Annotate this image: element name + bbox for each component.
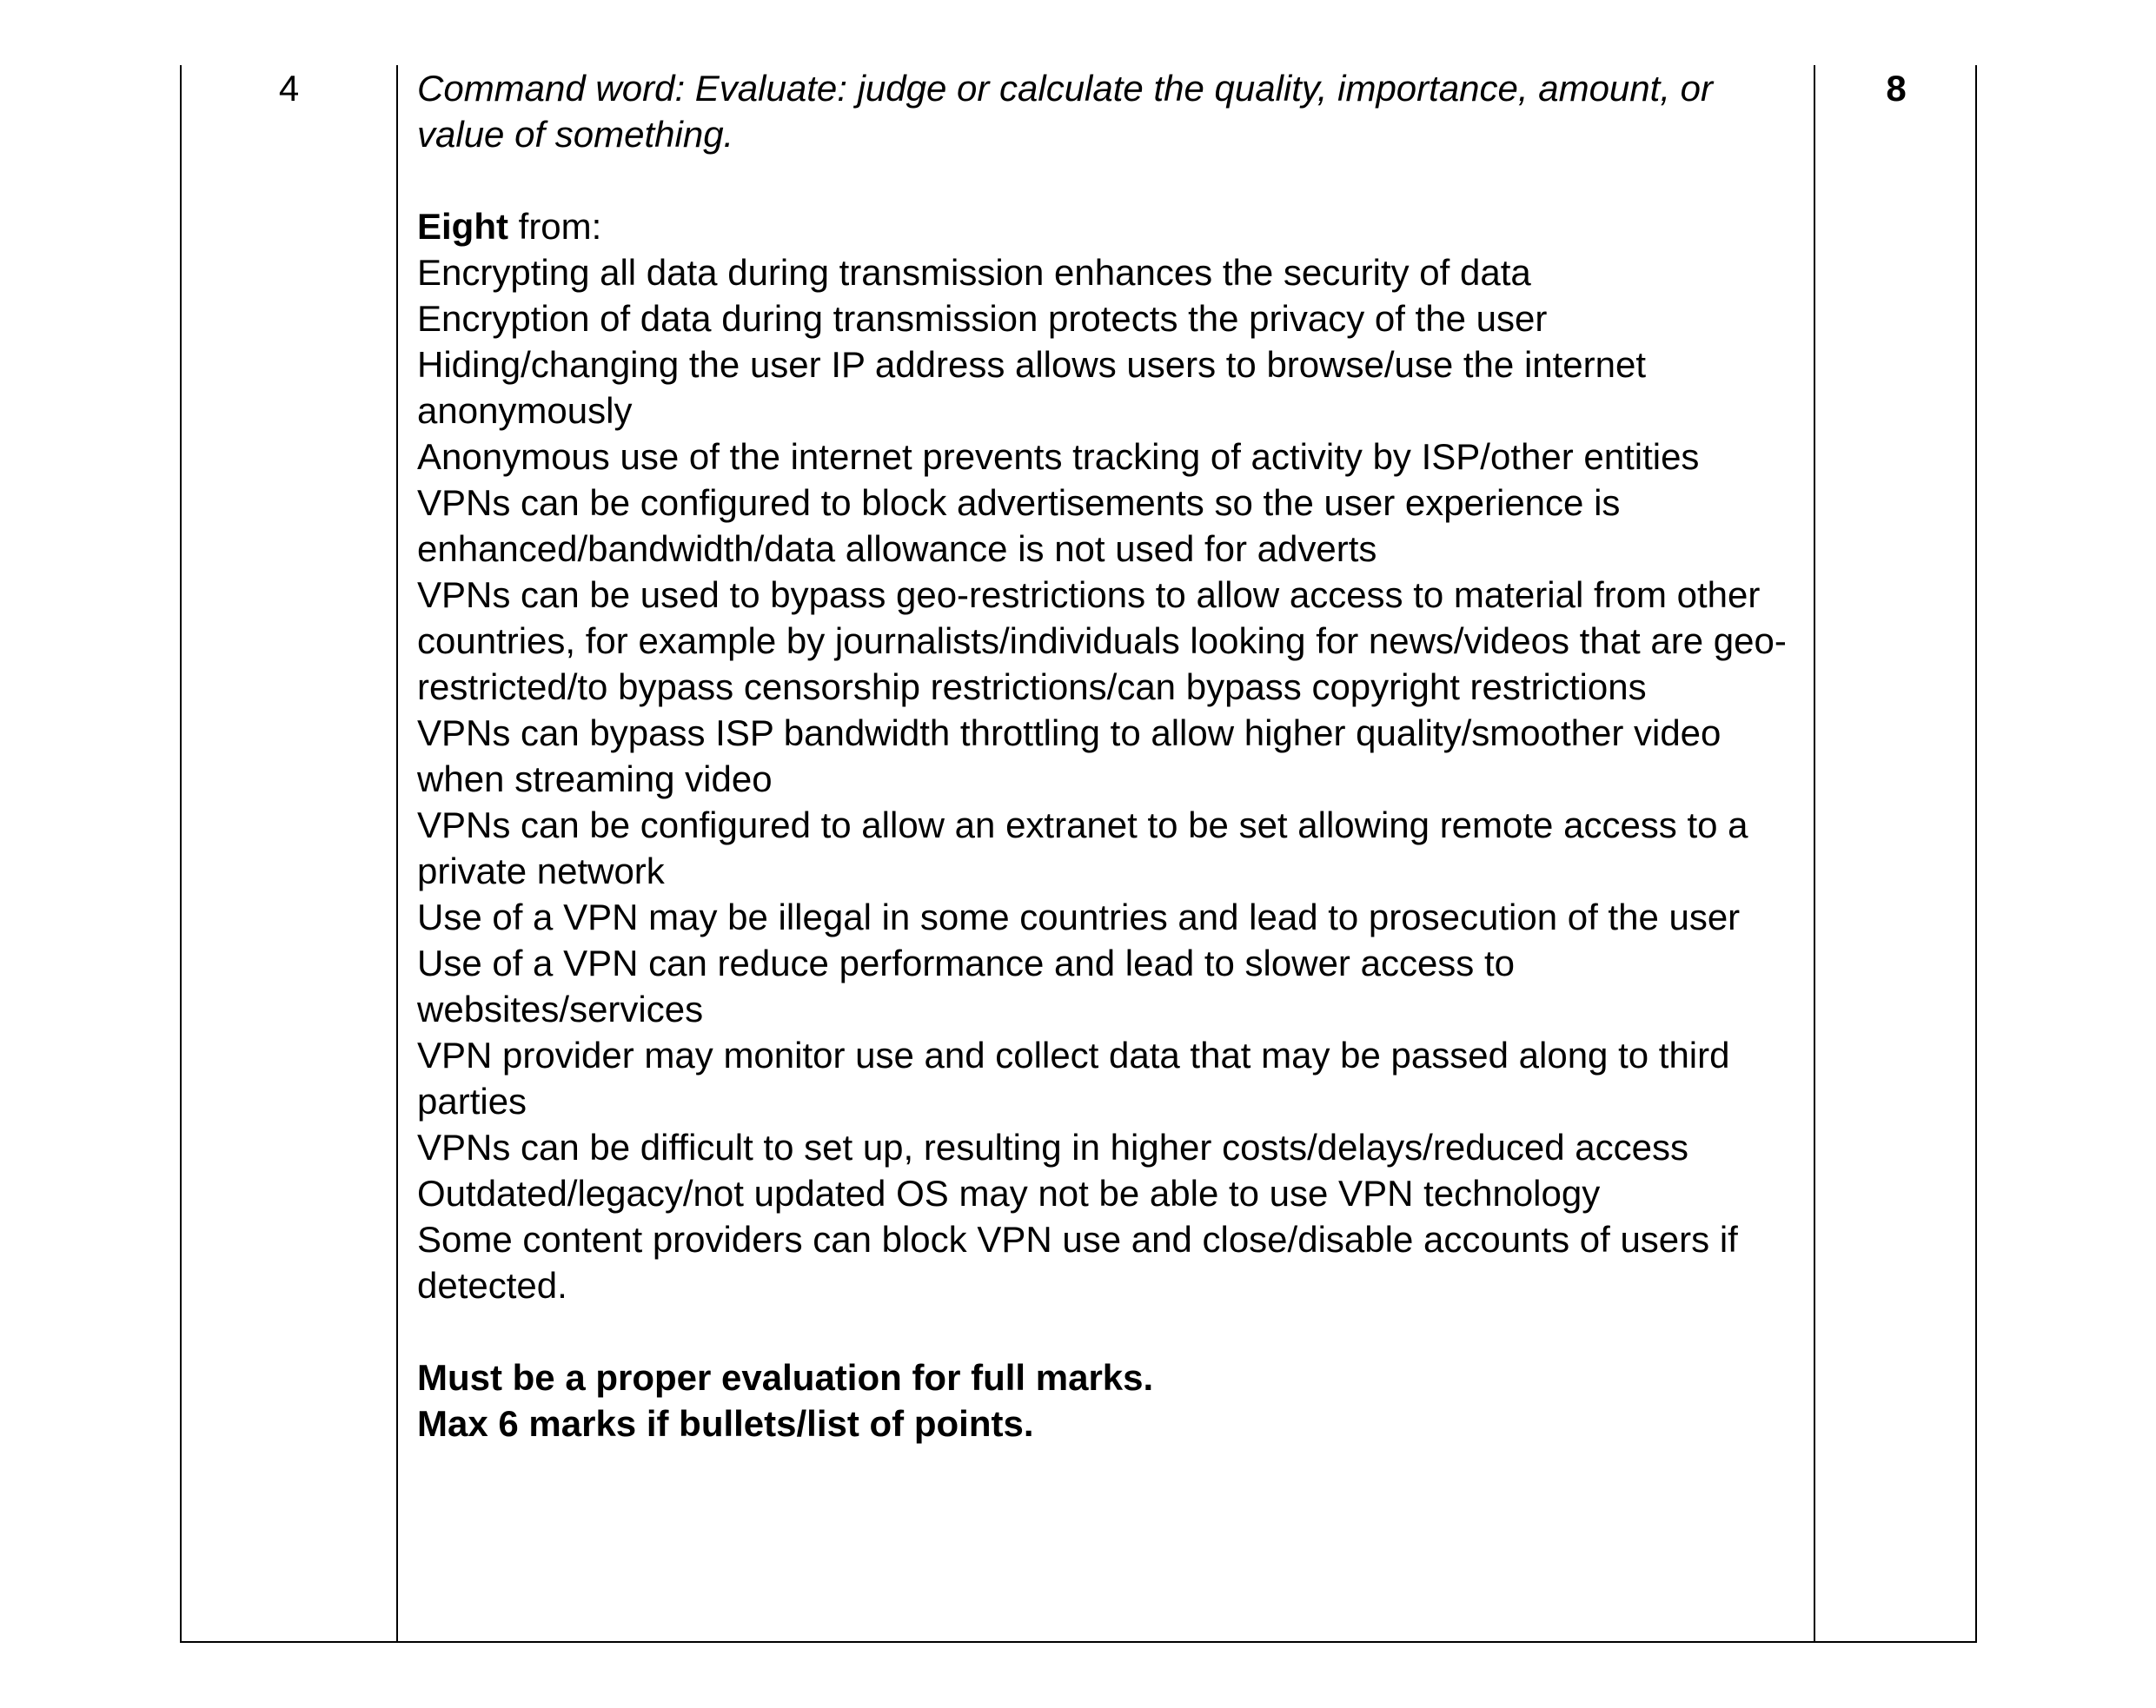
list-item: Some content providers can block VPN use and close/disable accounts of users if detected. [417,1219,1738,1306]
question-number: 4 [278,68,300,109]
lead-rest: from: [507,206,602,247]
spacer [417,1308,1799,1354]
list-item: Encryption of data during transmission protects the privacy of the user [417,298,1548,339]
list-item: VPN provider may monitor use and collect data that may be passed along to third parties [417,1035,1730,1122]
list-item: VPNs can be configured to block advertisements so the user experience is enhanced/bandwidth/data allowance is not used for adverts [417,482,1621,569]
list-item: Anonymous use of the internet prevents tracking of activity by ISP/other entities [417,436,1700,477]
answer-lead [417,203,1799,249]
list-item: Outdated/legacy/not updated OS may not be able to use VPN technology [417,1173,1601,1214]
marks-value: 8 [1886,68,1907,109]
list-item: VPNs can be used to bypass geo-restrictions to allow access to material from other countries, for example by journalists/individuals looking for news/videos that are geo-restricted/to bypass censorship restrictions/can bypass copyright restrictions [417,574,1787,707]
answer-points-list [417,249,1799,1308]
list-item: Use of a VPN can reduce performance and lead to slower access to websites/services [417,943,1515,1029]
list-item: Encrypting all data during transmission enhances the security of data [417,252,1531,293]
column-divider [396,65,398,1641]
column-divider [1814,65,1815,1641]
list-item: VPNs can be configured to allow an extranet to be set allowing remote access to a private network [417,804,1748,891]
list-item: Use of a VPN may be illegal in some countries and lead to prosecution of the user [417,897,1741,937]
spacer [417,157,1799,203]
marking-note-max-marks: Max 6 marks if bullets/list of points. [417,1403,1034,1444]
mark-scheme-table [180,65,1977,1643]
list-item: Hiding/changing the user IP address allows users to browse/use the internet anonymously [417,344,1647,431]
lead-bold: Eight [417,206,508,247]
answer-cell [417,65,1799,1447]
command-word: Command word: Evaluate: judge or calculate the quality, importance, amount, or value of something. [417,68,1713,155]
list-item: VPNs can bypass ISP bandwidth throttling to allow higher quality/smoother video when streaming video [417,712,1721,799]
list-item: VPNs can be difficult to set up, resulting in higher costs/delays/reduced access [417,1127,1689,1168]
marking-note-evaluation: Must be a proper evaluation for full marks. [417,1357,1154,1398]
